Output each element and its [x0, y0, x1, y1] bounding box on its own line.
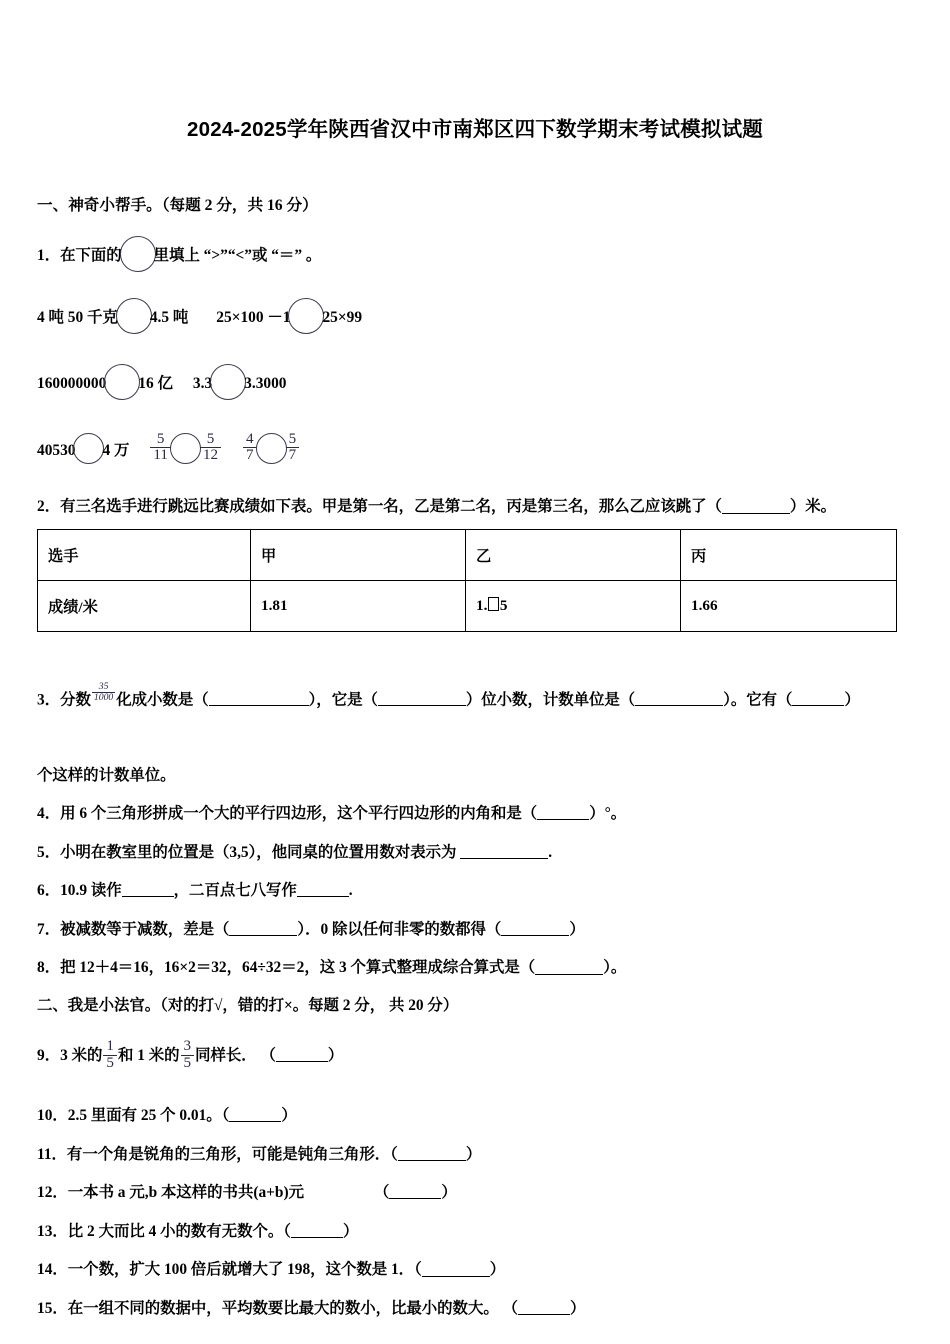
question-6-tail: . [348, 882, 353, 900]
question-1-suffix: 里填上 “>”“<”或 “＝” 。 [153, 246, 322, 264]
score-table [37, 529, 897, 632]
page-title: 2024-2025学年陕西省汉中市南郑区四下数学期末考试模拟试题 [187, 118, 763, 141]
comparison-row-3 [37, 432, 917, 465]
fill-circle-icon[interactable] [104, 364, 140, 400]
question-3-part1: 3．分数 [37, 691, 91, 709]
fraction-5-12 [200, 432, 221, 464]
table-row-header [38, 530, 897, 581]
question-9-part2: 和 1 米的 [117, 1047, 180, 1065]
question-15-tail: ） [569, 1300, 586, 1318]
table-header-cell: 甲 [251, 530, 466, 581]
question-13 [37, 1223, 917, 1240]
fill-circle-icon[interactable] [256, 433, 287, 464]
question-7-tail: ） [569, 921, 585, 939]
table-header-cell: 选手 [38, 530, 251, 581]
question-14 [37, 1261, 917, 1278]
question-10-text: 10．2.5 里面有 25 个 0.01。（ [37, 1107, 230, 1125]
question-2 [37, 498, 917, 515]
question-9-part1: 9．3 米的 [37, 1047, 103, 1065]
question-6-part-b: ，二百点七八写作 [173, 882, 297, 900]
question-4-text: 4．用 6 个三角形拼成一个大的平行四边形，这个平行四边形的内角和是（ [37, 805, 538, 823]
question-7-part-a: 7．被减数等于减数，差是（ [37, 921, 230, 939]
question-12-text: 12．一本书 a 元,b 本这样的书共(a+b)元 [37, 1184, 304, 1202]
question-4 [37, 805, 917, 822]
fill-circle-icon[interactable] [288, 298, 324, 334]
table-cell-yi [466, 581, 681, 632]
table-cell-label: 成绩/米 [38, 581, 251, 632]
answer-blank[interactable] [276, 1047, 328, 1062]
answer-blank[interactable] [501, 921, 569, 936]
cmp-2b-right: 3.3000 [244, 374, 287, 392]
question-3-continued: 个这样的计数单位。 [37, 766, 176, 784]
exam-body [37, 198, 917, 1339]
fraction-numerator: 5 [286, 432, 300, 448]
question-10-tail: ） [281, 1107, 297, 1125]
answer-blank[interactable] [229, 1107, 281, 1122]
fraction-numerator: 5 [150, 432, 171, 448]
cmp-3a-right: 4 万 [102, 441, 130, 459]
question-7-part-b: ）．0 除以任何非零的数都得（ [297, 921, 502, 939]
section-two-heading: 二、我是小法官。（对的打√，错的打×。每题 2 分， 共 20 分） [37, 997, 459, 1015]
question-3-part2: 化成小数是（ [116, 691, 209, 709]
fraction-5-11 [150, 432, 171, 464]
answer-blank[interactable] [518, 1300, 570, 1315]
question-6 [37, 882, 917, 899]
fraction-5-7 [286, 432, 300, 464]
yi-before: 1. [476, 597, 488, 615]
cmp-3a-left: 40530 [37, 441, 76, 459]
fill-circle-icon[interactable] [120, 236, 156, 272]
cmp-1b-right: 25×99 [322, 308, 363, 326]
comparison-row-1 [37, 298, 917, 334]
fill-circle-icon[interactable] [73, 433, 104, 464]
question-5 [37, 844, 917, 861]
fraction-denominator: 5 [106, 1054, 114, 1071]
table-row [38, 581, 897, 632]
cmp-2a-left: 160000000 [37, 374, 107, 392]
question-14-text: 14．一个数，扩大 100 倍后就增大了 198，这个数是 1．（ [37, 1261, 422, 1279]
question-11-text: 11．有一个角是锐角的三角形，可能是钝角三角形．（ [37, 1145, 398, 1163]
answer-blank[interactable] [297, 882, 349, 897]
cmp-1a-right: 4.5 吨 [149, 308, 189, 326]
fraction-1-5 [103, 1039, 117, 1071]
answer-blank[interactable] [122, 882, 174, 897]
question-9-part3: 同样长． （ [195, 1047, 276, 1065]
yi-after: 5 [499, 597, 508, 615]
question-10 [37, 1107, 917, 1124]
fraction-denominator: 7 [246, 446, 254, 463]
question-3-part3: ），它是（ [308, 691, 378, 709]
question-6-part-a: 6．10.9 读作 [37, 882, 122, 900]
answer-blank[interactable] [535, 959, 603, 974]
answer-blank[interactable] [389, 1184, 441, 1199]
question-3 [37, 682, 917, 708]
question-15-text: 15．在一组不同的数据中，平均数要比最大的数小，比最小的数大。 （ [37, 1300, 518, 1318]
section-one-heading: 一、神奇小帮手。（每题 2 分，共 16 分） [37, 197, 318, 214]
answer-blank[interactable] [635, 691, 723, 706]
question-8-part-a: 8．把 12＋4＝16，16×2＝32，64÷32＝2，这 3 个算式整理成综合算式是（ [37, 959, 536, 977]
question-4-tail: ）°。 [589, 805, 627, 823]
fraction-3-5 [181, 1039, 195, 1071]
fraction-35-1000 [92, 682, 115, 702]
question-8-tail: ）。 [603, 959, 627, 977]
fraction-denominator: 7 [288, 446, 297, 463]
table-header-cell: 乙 [466, 530, 681, 581]
fraction-4-7 [243, 432, 257, 464]
table-cell-jia: 1.81 [251, 581, 466, 632]
answer-blank[interactable] [209, 691, 309, 706]
fraction-denominator: 1000 [93, 691, 114, 703]
answer-blank[interactable] [792, 691, 844, 706]
cmp-2b-left: 3.3 [192, 374, 213, 392]
fraction-denominator: 11 [153, 446, 168, 463]
question-9-tail: ） [327, 1047, 344, 1065]
question-13-text: 13．比 2 大而比 4 小的数有无数个。（ [37, 1223, 291, 1241]
answer-blank[interactable] [722, 498, 790, 513]
fill-circle-icon[interactable] [116, 298, 152, 334]
question-11-tail: ） [465, 1145, 482, 1163]
question-15 [37, 1300, 917, 1317]
answer-blank[interactable] [460, 844, 548, 859]
question-5-text: 5．小明在教室里的位置是（3,5），他同桌的位置用数对表示为 [37, 843, 457, 861]
question-7 [37, 921, 917, 938]
question-12 [37, 1184, 917, 1201]
comparison-row-2 [37, 364, 917, 400]
table-cell-bing: 1.66 [681, 581, 897, 632]
answer-blank[interactable] [422, 1261, 490, 1276]
answer-blank[interactable] [398, 1146, 466, 1161]
fraction-numerator: 1 [103, 1039, 117, 1055]
question-3-part4: ）位小数，计数单位是（ [465, 691, 636, 709]
fraction-numerator: 4 [243, 432, 257, 448]
question-2-text-after: ）米。 [789, 498, 837, 516]
question-8 [37, 959, 917, 976]
answer-blank[interactable] [229, 921, 297, 936]
fill-circle-icon[interactable] [170, 433, 201, 464]
question-3-part5: ）。它有（ [723, 691, 793, 709]
question-1 [37, 236, 917, 272]
answer-blank[interactable] [537, 805, 589, 820]
question-13-tail: ） [342, 1223, 359, 1241]
fraction-numerator: 3 [181, 1039, 195, 1055]
table-header-cell: 丙 [681, 530, 897, 581]
question-5-tail: . [548, 843, 553, 861]
fraction-denominator: 12 [202, 446, 219, 463]
fill-circle-icon[interactable] [210, 364, 246, 400]
answer-blank[interactable] [291, 1223, 343, 1238]
question-2-text: 2．有三名选手进行跳远比赛成绩如下表。甲是第一名，乙是第二名，丙是第三名，那么乙应该跳了（ [37, 498, 722, 516]
question-14-tail: ） [489, 1261, 506, 1279]
question-11 [37, 1146, 917, 1163]
question-1-prefix: 1．在下面的 [37, 246, 122, 264]
fraction-numerator: 35 [92, 682, 115, 693]
question-12-tail: ） [441, 1184, 457, 1202]
cmp-2a-right: 16 亿 [138, 374, 173, 392]
question-3-part6: ） [844, 691, 860, 709]
question-12-paren: （ [374, 1184, 390, 1202]
cmp-1b-left: 25×100 －1 [216, 308, 291, 326]
fraction-numerator: 5 [200, 432, 221, 448]
answer-blank[interactable] [378, 691, 466, 706]
empty-box-icon [488, 597, 499, 611]
question-9 [37, 1039, 917, 1071]
fraction-denominator: 5 [183, 1054, 192, 1071]
cmp-1a-left: 4 吨 50 千克 [37, 308, 118, 326]
